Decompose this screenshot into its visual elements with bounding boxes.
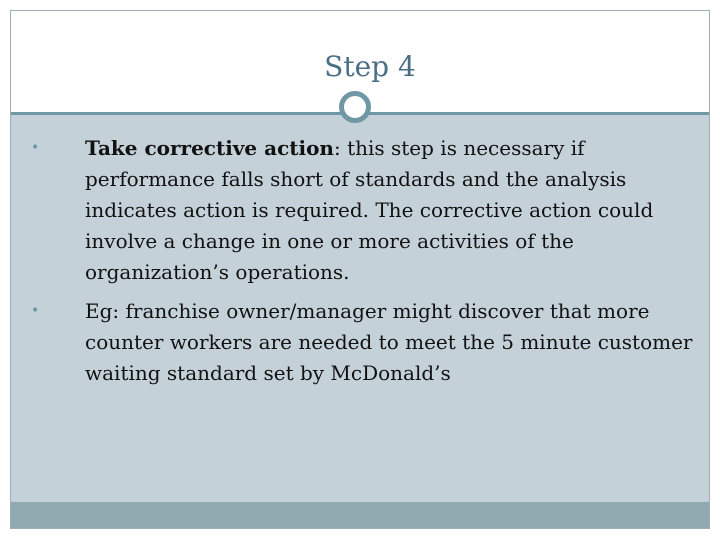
circle-ornament-icon [339, 91, 371, 123]
bullet-dot-icon: • [31, 140, 40, 156]
slide-title: Step 4 [324, 50, 416, 83]
bullet-list [27, 133, 697, 397]
bottom-band [11, 502, 709, 528]
slide [10, 10, 710, 529]
bullet-item [27, 133, 697, 288]
bullet-item [27, 296, 697, 389]
content-area [11, 115, 709, 502]
bullet-term: Take corrective action [85, 136, 334, 160]
bullet-text: : this step is necessary if performance falls short of standards and the analysis indicates action is required. The corrective action could involve a change in one or more activities of the organization’s operations. [85, 136, 654, 284]
bullet-text: Eg: franchise owner/manager might discover that more counter workers are needed to meet the 5 minute customer waiting standard set by McDonald’s [85, 299, 693, 385]
title-area [11, 11, 709, 103]
bullet-dot-icon: • [31, 303, 40, 319]
